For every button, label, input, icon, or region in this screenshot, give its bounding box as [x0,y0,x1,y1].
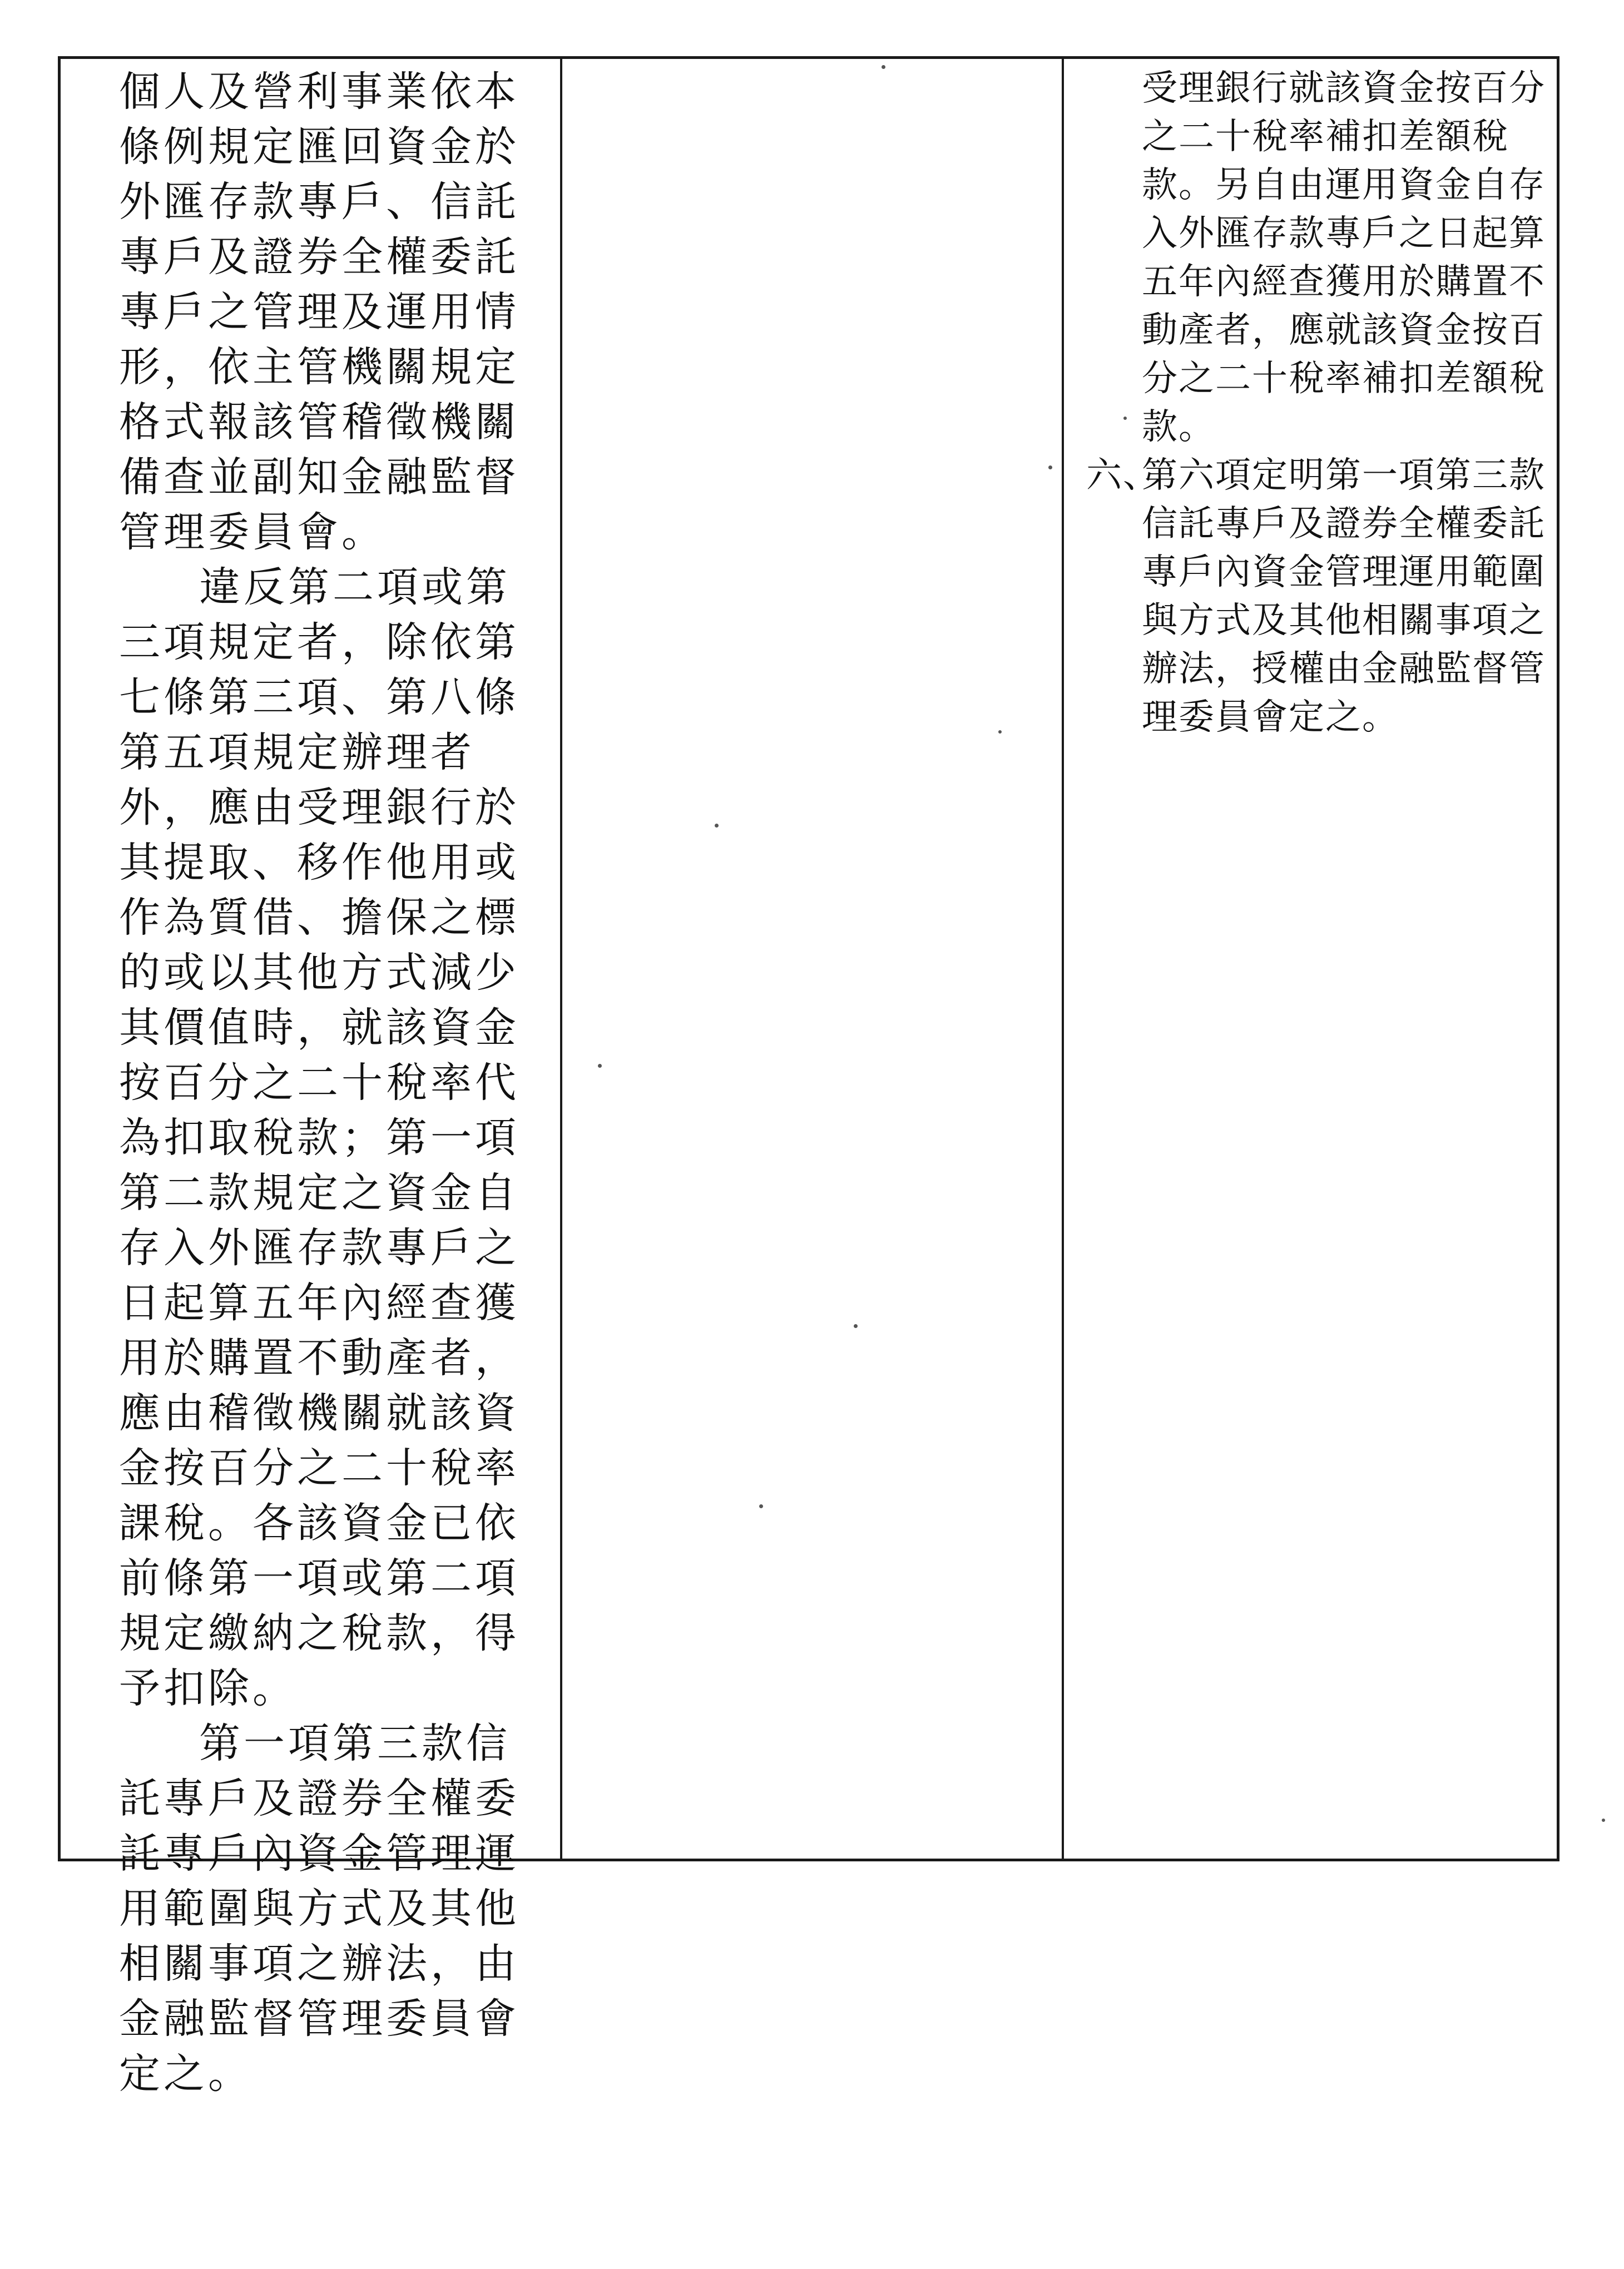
column-current-text [562,59,1064,1859]
scan-speck [715,824,719,828]
scan-speck [1048,465,1052,469]
amended-text-content [119,65,547,2102]
column-explanation [1064,59,1557,1859]
scan-speck [998,730,1002,734]
scan-speck [1123,417,1127,420]
item-text: 受理銀行就該資金按百分之二十稅率補扣差額稅款。另自由運用資金自存入外匯存款專戶之日起算五年內經查獲用於購置不動產者，應就該資金按百分之二十稅率補扣差額稅款。 [1142,68,1546,448]
paragraph-authorization: 第一項第三款信託專戶及證券全權委託專戶內資金管理運用範圍與方式及其他相關事項之辦法，由金融監督管理委員會定之。 [119,1720,519,2098]
paragraph-violation-tax: 違反第二項或第三項規定者，除依第七條第三項、第八條第五項規定辦理者外，應由受理銀行於其提取、移作他用或作為質借、擔保之標的或以其他方式減少其價值時，就該資金按百分之二十稅率代為扣取稅款；第一項第二款規定之資金自存入外匯存款專戶之日起算五年內經查獲用於購置不動產者，應由稽徵機關就該資金按百分之二十稅率課稅。各該資金已依前條第一項或第二項規定繳納之稅款，得予扣除。 [119,563,519,1712]
scan-speck [854,1324,858,1328]
scan-speck [759,1504,763,1508]
explanation-item-continued [1086,65,1553,452]
column-amended-text [61,59,562,2098]
item-number: 六、 [1086,455,1160,496]
explanation-content [1086,65,1553,742]
scan-speck [882,65,885,69]
paragraph-report-requirement: 個人及營利事業依本條例規定匯回資金於外匯存款專戶、信託專戶及證券全權委託專戶之管理及運用情形，依主管機關規定格式報該管稽徵機關備查並副知金融監督管理委員會。 [119,68,519,556]
explanation-item-six [1086,452,1553,742]
item-text: 第六項定明第一項第三款信託專戶及證券全權委託專戶內資金管理運用範圍與方式及其他相關事項之辦法，授權由金融監督管理委員會定之。 [1142,455,1546,738]
scan-speck [598,1064,602,1068]
scan-speck [1602,1819,1605,1822]
comparison-table [58,56,1559,2098]
